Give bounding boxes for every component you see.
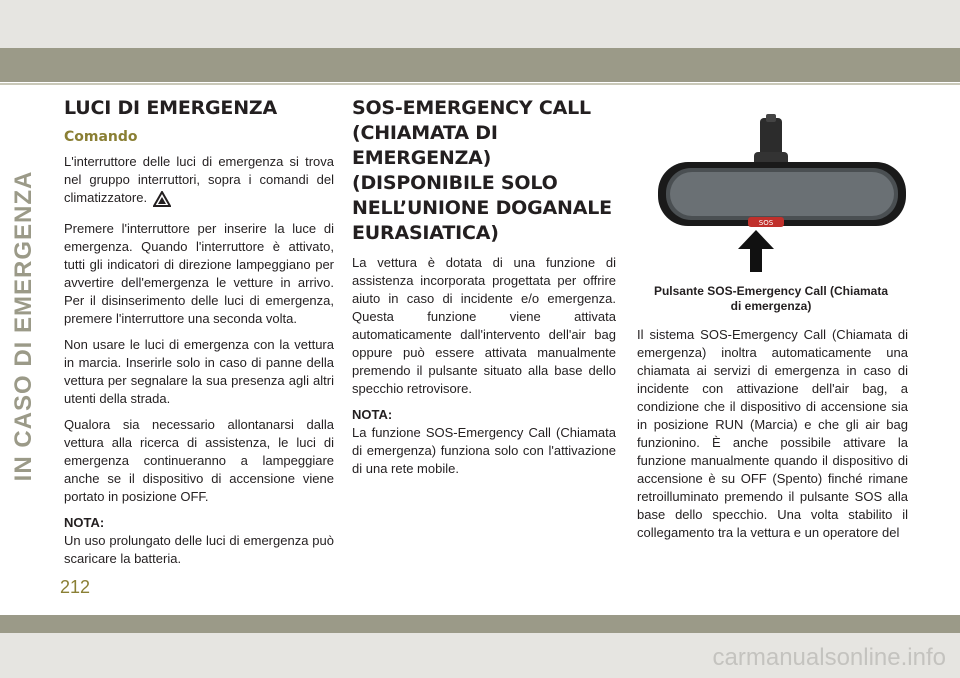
- title-line: EMERGENZA): [352, 147, 492, 169]
- header-band: [0, 0, 960, 48]
- rearview-mirror-icon: [656, 112, 908, 280]
- column-sos-call: [352, 94, 616, 486]
- title-line: SOS-EMERGENCY CALL: [352, 97, 591, 119]
- paragraph-location: [64, 153, 334, 212]
- title-line: (DISPONIBILE SOLO: [352, 172, 558, 194]
- column-hazard-lights: [64, 94, 334, 576]
- sos-button-label: SOS: [758, 219, 774, 227]
- title-line: (CHIAMATA DI: [352, 122, 498, 144]
- section-title-sos: [352, 96, 616, 246]
- section-title-hazard: LUCI DI EMERGENZA: [64, 97, 277, 119]
- caption-line: Pulsante SOS-Emergency Call (Chiamata: [653, 284, 889, 298]
- note-mobile-network: La funzione SOS-Emergency Call (Chiamata di emergenza) funziona solo con l'attivazione di una rete mobile.: [352, 425, 616, 476]
- watermark-text: carmanualsonline.info: [712, 644, 946, 671]
- page-number: 212: [60, 577, 91, 597]
- subsection-title-control: Comando: [64, 129, 138, 145]
- paragraph-leave-vehicle: Qualora sia necessario allontanarsi dalla vettura alla ricerca di assistenza, le luci di emergenza continueranno a lampeggiare anche se il dispositivo di accensione viene portato in posizione OFF.: [64, 417, 334, 504]
- note-battery: Un uso prolungato delle luci di emergenza può scaricare la batteria.: [64, 533, 334, 566]
- paragraph-sos-intro: La vettura è dotata di una funzione di assistenza incorporata progettata per offrire aiuto in caso di incidente e/o emergenza. Questa funzione viene attivata automaticamente dall'intervento dell'air bag oppure può essere attivata manualmente premendo il pulsante situato alla base dello specchio retrovisore.: [352, 255, 616, 396]
- note-title: NOTA:: [352, 407, 393, 422]
- note-title: NOTA:: [64, 515, 105, 530]
- paragraph-driving-warning: Non usare le luci di emergenza con la vettura in marcia. Inserirle solo in caso di panne della vettura per segnalare la sua presenza agli altri utenti della strada.: [64, 337, 334, 406]
- header-divider: [0, 83, 960, 85]
- caption-line: di emergenza): [730, 299, 812, 313]
- hazard-warning-icon: [153, 191, 171, 212]
- rearview-mirror-figure: [656, 112, 908, 280]
- footer-bar: [0, 615, 960, 633]
- paragraph-location-text: L'interruttore delle luci di emergenza si trova nel gruppo interruttori, sopra i comandi del climatizzatore.: [64, 154, 334, 205]
- title-line: NELL’UNIONE DOGANALE: [352, 197, 612, 219]
- side-section-label: IN CASO DI EMERGENZA: [10, 170, 37, 482]
- paragraph-activate: Premere l'interruttore per inserire la luce di emergenza. Quando l'interruttore è attivato, tutti gli indicatori di direzione lampeggiano per avvertire dell'emergenza le vetture in arrivo. Per il disinserimento delle luci di emergenza, premere l'interruttore una seconda volta.: [64, 221, 334, 326]
- header-bar: [0, 48, 960, 82]
- figure-caption: [640, 284, 902, 314]
- title-line: EURASIATICA): [352, 222, 499, 244]
- column-sos-details: [637, 326, 908, 550]
- paragraph-sos-system: Il sistema SOS-Emergency Call (Chiamata di emergenza) inoltra automaticamente una chiamata ai servizi di emergenza in caso di incidente con attivazione dell'air bag, a condizione che il dispositivo di accensione sia in posizione RUN (Marcia) e che gli air bag funzionino. È anche possibile attivare la funzione manualmente quando il dispositivo di accensione è su OFF (Spento) finché rimane retroilluminato premendo il pulsante SOS alla base dello specchio. Una volta stabilito il collegamento tra la vettura e un operatore del: [637, 327, 908, 540]
